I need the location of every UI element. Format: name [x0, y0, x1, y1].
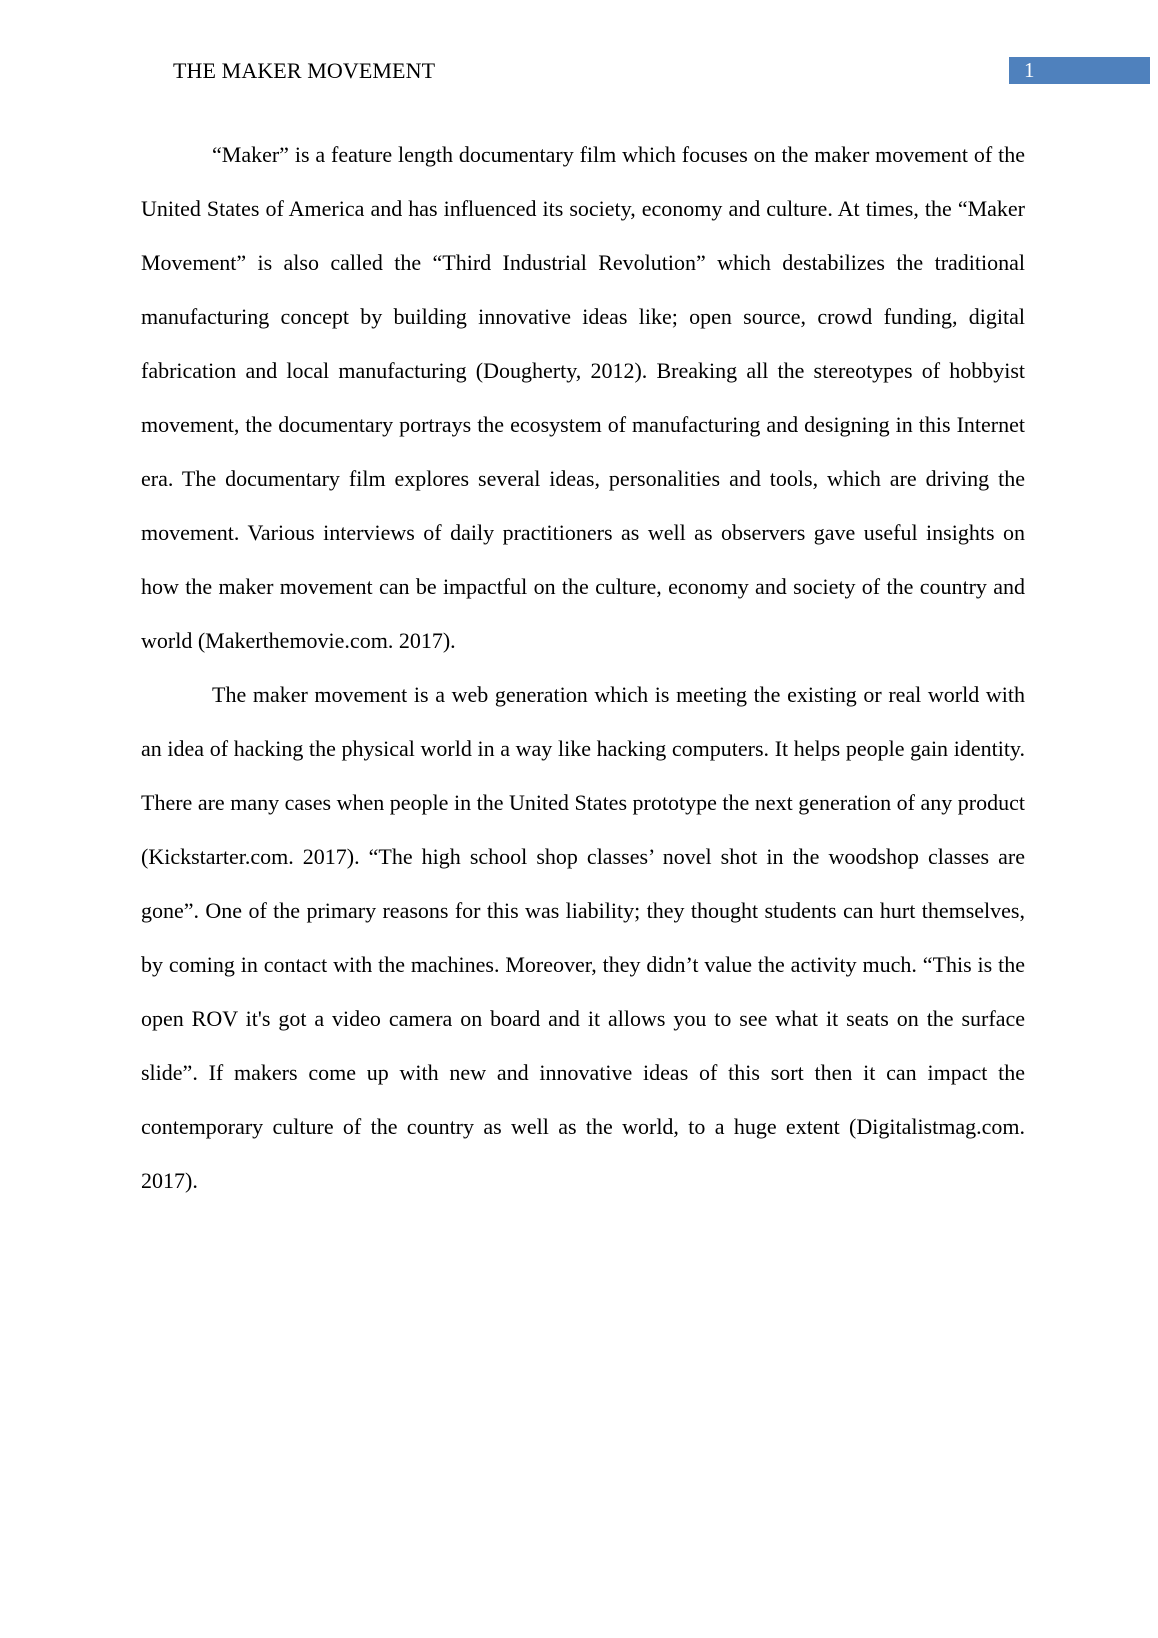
- running-head: THE MAKER MOVEMENT: [173, 58, 436, 83]
- paragraph-1: “Maker” is a feature length documentary film which focuses on the maker movement of the United States of America and has influenced its society, economy and culture. At times, the “Maker Movement” is also called the “Third Industrial Revolution” which destabilizes the traditional manufacturing concept by building innovative ideas like; open source, crowd funding, digital fabrication and local manufacturing (Dougherty, 2012). Breaking all the stereotypes of hobbyist movement, the documentary portrays the ecosystem of manufacturing and designing in this Internet era. The documentary film explores several ideas, personalities and tools, which are driving the movement. Various interviews of daily practitioners as well as observers gave useful insights on how the maker movement can be impactful on the culture, economy and society of the country and world (Makerthemovie.com. 2017).: [141, 142, 1025, 653]
- paragraph-2: The maker movement is a web generation which is meeting the existing or real world with an idea of hacking the physical world in a way like hacking computers. It helps people gain identity. There are many cases when people in the United States prototype the next generation of any product (Kickstarter.com. 2017). “The high school shop classes’ novel shot in the woodshop classes are gone”. One of the primary reasons for this was liability; they thought students can hurt themselves, by coming in contact with the machines. Moreover, they didn’t value the activity much. “This is the open ROV it's got a video camera on board and it allows you to see what it seats on the surface slide”. If makers come up with new and innovative ideas of this sort then it can impact the contemporary culture of the country as well as the world, to a huge extent (Digitalistmag.com. 2017).: [141, 682, 1025, 1193]
- page-number: 1: [1024, 58, 1035, 82]
- document-body: [141, 128, 1025, 1208]
- page-number-box: [1009, 57, 1150, 84]
